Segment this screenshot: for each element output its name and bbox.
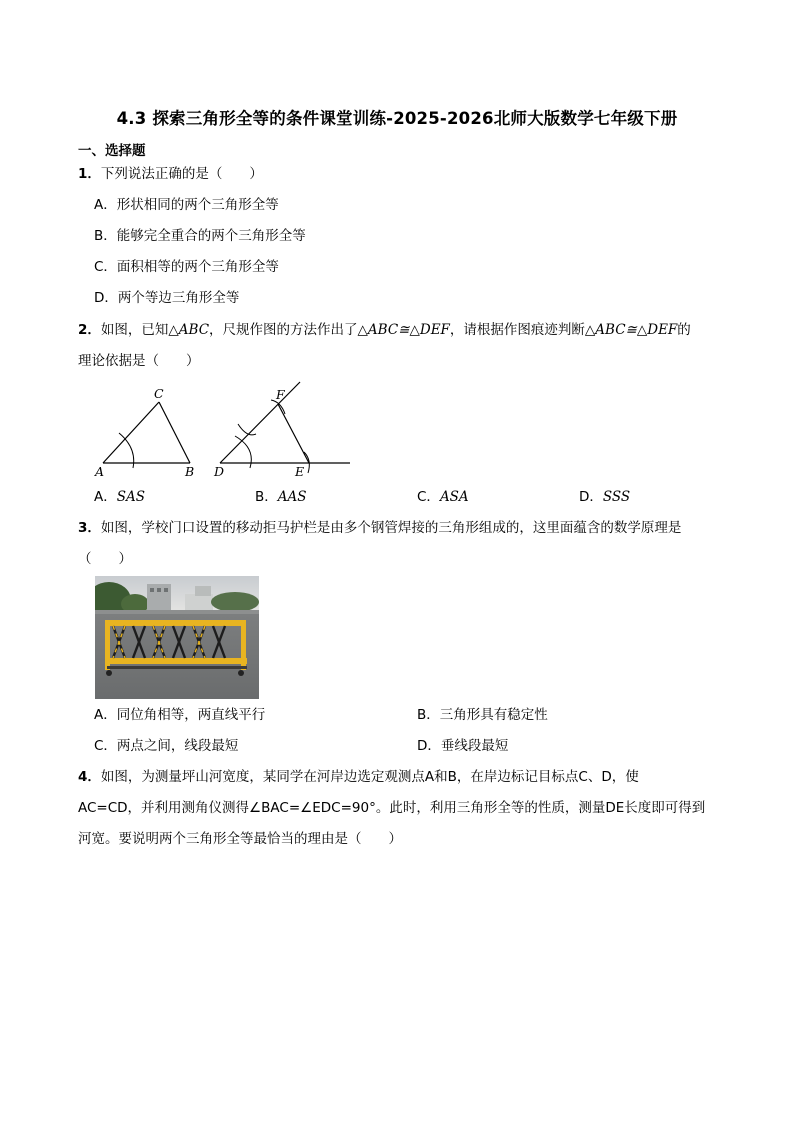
question-text: 如图，已知 bbox=[100, 322, 169, 338]
question-4-stem bbox=[78, 768, 639, 786]
question-2-option-d bbox=[579, 488, 630, 506]
question-1-option-c: C．面积相等的两个三角形全等 bbox=[94, 259, 279, 275]
question-number: 4． bbox=[78, 769, 101, 785]
question-text: ，尺规作图的方法作出了 bbox=[209, 322, 358, 338]
question-2-stem bbox=[78, 321, 691, 339]
label-f: F bbox=[276, 387, 285, 402]
question-text: 的 bbox=[677, 322, 691, 338]
barrier-photo bbox=[95, 576, 259, 699]
segment-ac bbox=[103, 402, 159, 463]
question-3-option-a: A．同位角相等，两直线平行 bbox=[94, 707, 266, 723]
segment-bc bbox=[159, 402, 190, 463]
question-4-stem-line2: AC=CD，并利用测角仪测得∠BAC=∠EDC=90°。此时，利用三角形全等的性质，测量DE长度即可得到 bbox=[78, 800, 706, 816]
question-text: 下列说法正确的是（ ） bbox=[100, 166, 263, 182]
question-2-option-b bbox=[255, 488, 307, 506]
math-expression: △ABC≅△DEF bbox=[357, 322, 450, 338]
question-text: ，请根据作图痕迹判断 bbox=[449, 322, 585, 338]
question-2-option-c bbox=[417, 488, 469, 506]
option-value: SAS bbox=[116, 489, 145, 505]
label-d: D bbox=[214, 464, 225, 479]
label-a: A bbox=[95, 464, 105, 479]
question-3-stem bbox=[78, 519, 681, 537]
question-number: 1． bbox=[78, 166, 101, 182]
question-3-option-b: B．三角形具有稳定性 bbox=[417, 707, 548, 723]
segment-ef bbox=[278, 404, 309, 463]
triangle-construction-figure bbox=[90, 378, 360, 482]
option-letter: C． bbox=[417, 489, 440, 505]
option-letter: D． bbox=[579, 489, 603, 505]
label-b: B bbox=[185, 464, 195, 479]
option-letter: B． bbox=[255, 489, 278, 505]
math-expression: △ABC≅△DEF bbox=[584, 322, 678, 338]
question-2-option-a bbox=[94, 488, 145, 506]
question-3-stem-line2: （ ） bbox=[78, 551, 132, 567]
option-value: AAS bbox=[277, 489, 307, 505]
question-1-option-a: A．形状相同的两个三角形全等 bbox=[94, 197, 279, 213]
question-3-option-d: D．垂线段最短 bbox=[417, 738, 509, 754]
option-value: ASA bbox=[439, 489, 469, 505]
question-text: 如图，学校门口设置的移动拒马护栏是由多个钢管焊接的三角形组成的，这里面蕴含的数学原理是 bbox=[100, 520, 682, 536]
question-2-stem-line2: 理论依据是（ ） bbox=[78, 353, 200, 369]
construction-arc bbox=[271, 400, 285, 414]
question-1-option-b: B．能够完全重合的两个三角形全等 bbox=[94, 228, 306, 244]
question-1-option-d: D．两个等边三角形全等 bbox=[94, 290, 240, 306]
question-3-option-c: C．两点之间，线段最短 bbox=[94, 738, 239, 754]
question-1-stem bbox=[78, 165, 263, 183]
math-expression: △ABC bbox=[168, 322, 210, 338]
label-e: E bbox=[295, 464, 305, 479]
question-number: 2． bbox=[78, 322, 101, 338]
section-heading: 一、选择题 bbox=[78, 143, 146, 159]
worksheet-title: 4.3 探索三角形全等的条件课堂训练-2025-2026北师大版数学七年级下册 bbox=[116, 109, 678, 128]
label-c: C bbox=[154, 386, 164, 401]
question-text: 如图，为测量坪山河宽度，某同学在河岸边选定观测点A和B，在岸边标记目标点C、D，使 bbox=[100, 769, 639, 785]
option-letter: A． bbox=[94, 489, 117, 505]
question-4-stem-line3: 河宽。要说明两个三角形全等最恰当的理由是（ ） bbox=[78, 831, 402, 847]
question-number: 3． bbox=[78, 520, 101, 536]
option-value: SSS bbox=[602, 489, 631, 505]
